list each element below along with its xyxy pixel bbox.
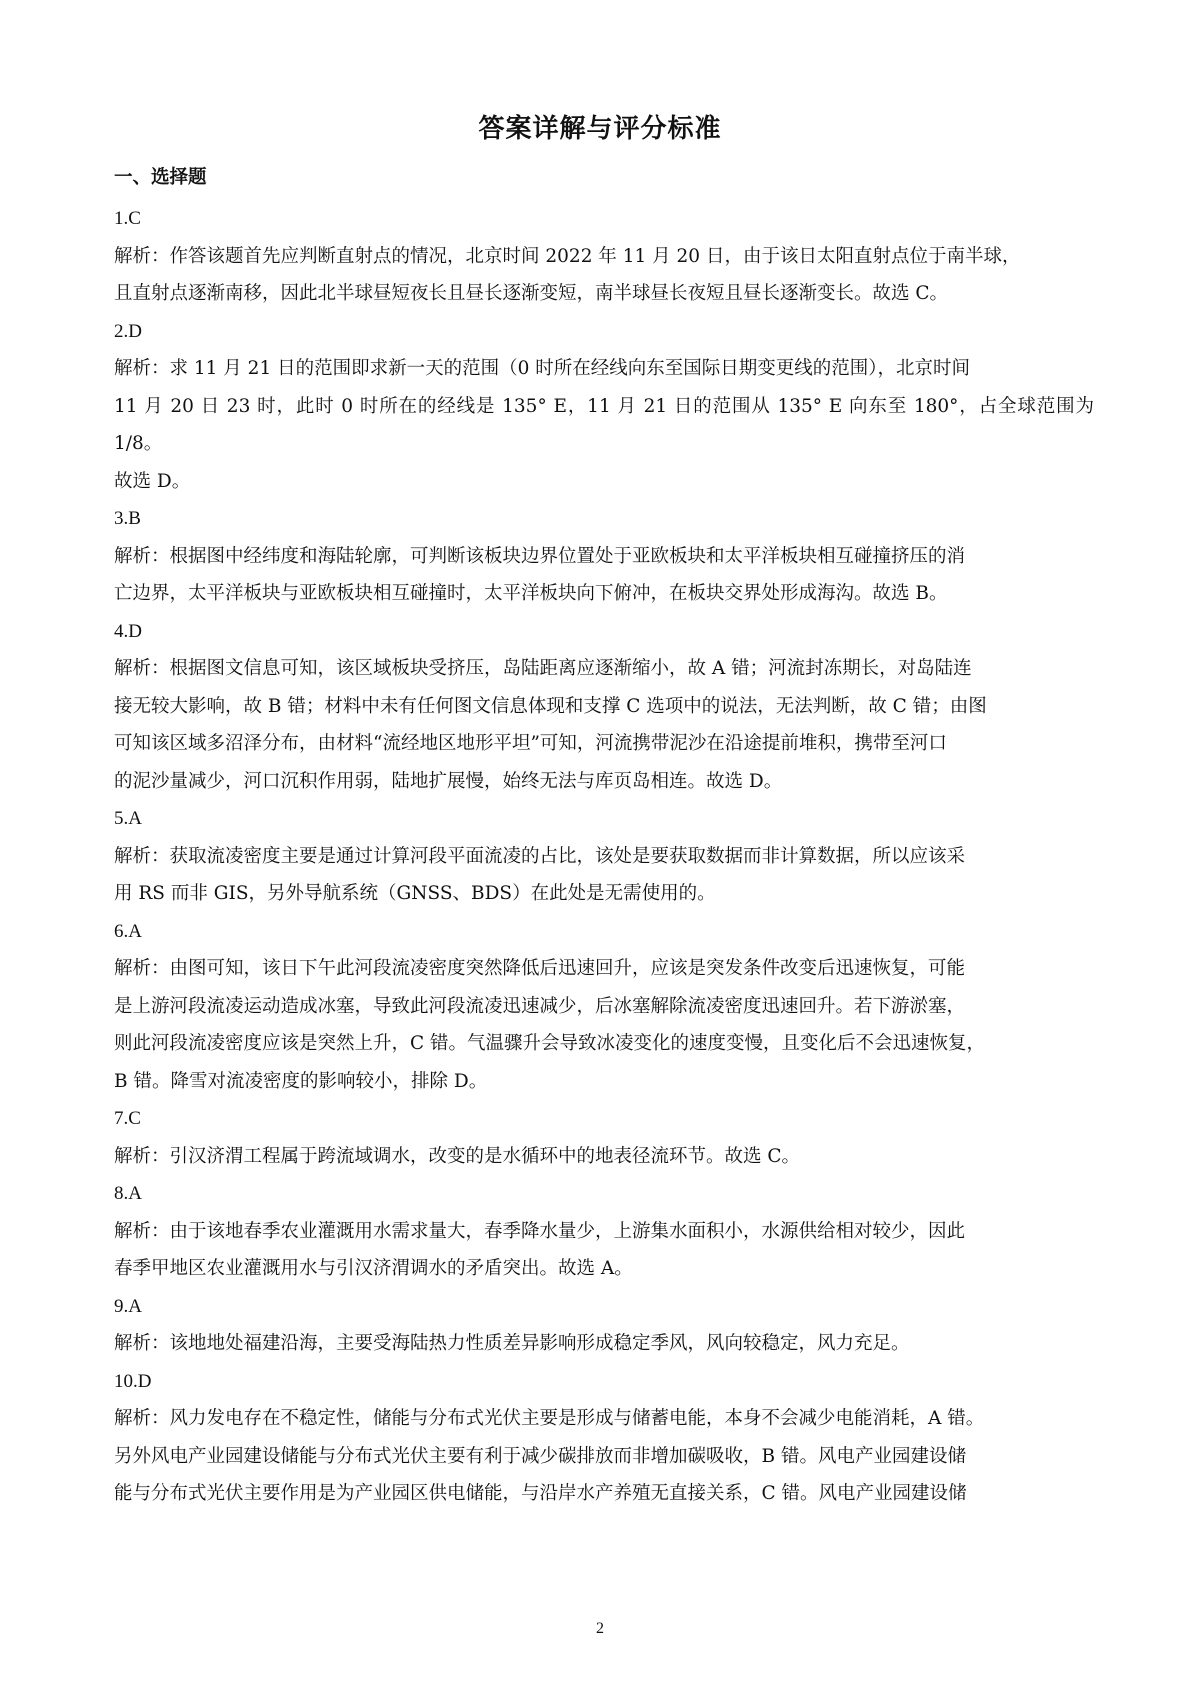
- explanation-line: B 错。降雪对流凌密度的影响较小，排除 D。: [114, 1070, 488, 1092]
- question-answer: 2.D: [114, 320, 142, 342]
- explanation-line: 解析：获取流凌密度主要是通过计算河段平面流凌的占比，该处是要获取数据而非计算数据，所以应该采: [114, 845, 966, 867]
- question-answer: 9.A: [114, 1295, 142, 1317]
- explanation-line: 另外风电产业园建设储能与分布式光伏主要有利于减少碳排放而非增加碳吸收，B 错。风电产业园建设储: [114, 1445, 966, 1467]
- explanation-line: 解析：该地地处福建沿海，主要受海陆热力性质差异影响形成稳定季风，风向较稳定，风力充足。: [114, 1333, 910, 1354]
- question-answer: 3.B: [114, 508, 141, 529]
- explanation-line: 接无较大影响，故 B 错；材料中未有任何图文信息体现和支撑 C 选项中的说法，无法判断，故 C 错；由图: [114, 695, 987, 717]
- section-heading: 一、选择题: [114, 167, 207, 188]
- question-answer: 7.C: [114, 1108, 141, 1129]
- explanation-line: 11 月 20 日 23 时，此时 0 时所在的经线是 135° E，11 月 21 日的范围从 135° E 向东至 180°，占全球范围为 1/8。: [114, 395, 1094, 454]
- explanation-line: 解析：由图可知，该日下午此河段流凌密度突然降低后迅速回升，应该是突发条件改变后迅速恢复，可能: [114, 958, 966, 979]
- explanation-line: 解析：引汉济渭工程属于跨流域调水，改变的是水循环中的地表径流环节。故选 C。: [114, 1145, 801, 1167]
- explanation-line: 解析：由于该地春季农业灌溉用水需求量大，春季降水量少，上游集水面积小，水源供给相对较少，因此: [114, 1220, 966, 1242]
- question-answer: 4.D: [114, 620, 142, 642]
- question-answer: 8.A: [114, 1183, 142, 1204]
- explanation-line: 解析：根据图文信息可知，该区域板块受挤压，岛陆距离应逐渐缩小，故 A 错；河流封冻期长，对岛陆连: [114, 658, 972, 679]
- page-number: 2: [596, 1620, 604, 1637]
- explanation-line: 亡边界，太平洋板块与亚欧板块相互碰撞时，太平洋板块向下俯冲，在板块交界处形成海沟。故选 B。: [114, 583, 948, 604]
- explanation-line: 可知该区域多沼泽分布，由材料“流经地区地形平坦”可知，河流携带泥沙在沿途提前堆积，携带至河口: [114, 733, 947, 754]
- question-answer: 5.A: [114, 808, 142, 829]
- explanation-line: 用 RS 而非 GIS，另外导航系统（GNSS、BDS）在此处是无需使用的。: [114, 883, 716, 904]
- explanation-line: 的泥沙量减少，河口沉积作用弱，陆地扩展慢，始终无法与库页岛相连。故选 D。: [114, 770, 783, 792]
- question-answer: 10.D: [114, 1370, 152, 1392]
- question-answer: 6.A: [114, 920, 142, 942]
- explanation-line: 解析：风力发电存在不稳定性，储能与分布式光伏主要是形成与储蓄电能，本身不会减少电能消耗，A 错。: [114, 1408, 985, 1429]
- explanation-line: 且直射点逐渐南移，因此北半球昼短夜长且昼长逐渐变短，南半球昼长夜短且昼长逐渐变长。故选 C。: [114, 283, 949, 304]
- explanation-line: 春季甲地区农业灌溉用水与引汉济渭调水的矛盾突出。故选 A。: [114, 1258, 633, 1279]
- explanation-line: 解析：根据图中经纬度和海陆轮廓，可判断该板块边界位置处于亚欧板块和太平洋板块相互碰撞挤压的消: [114, 545, 966, 567]
- answer-list: [114, 200, 1094, 1513]
- explanation-line: 故选 D。: [114, 470, 191, 492]
- explanation-line: 则此河段流凌密度应该是突然上升，C 错。气温骤升会导致冰凌变化的速度变慢，且变化后不会迅速恢复，: [114, 1033, 986, 1054]
- question-answer: 1.C: [114, 208, 141, 229]
- page-title: 答案详解与评分标准: [478, 114, 722, 144]
- explanation-line: 解析：求 11 月 21 日的范围即求新一天的范围（0 时所在经线向东至国际日期变更线的范围），北京时间: [114, 358, 971, 379]
- explanation-line: 是上游河段流凌运动造成冰塞，导致此河段流凌迅速减少，后冰塞解除流凌密度迅速回升。若下游淤塞，: [114, 995, 966, 1017]
- explanation-line: 能与分布式光伏主要作用是为产业园区供电储能，与沿岸水产养殖无直接关系，C 错。风电产业园建设储: [114, 1483, 967, 1504]
- explanation-line: 解析：作答该题首先应判断直射点的情况，北京时间 2022 年 11 月 20 日，由于该日太阳直射点位于南半球，: [114, 245, 1021, 267]
